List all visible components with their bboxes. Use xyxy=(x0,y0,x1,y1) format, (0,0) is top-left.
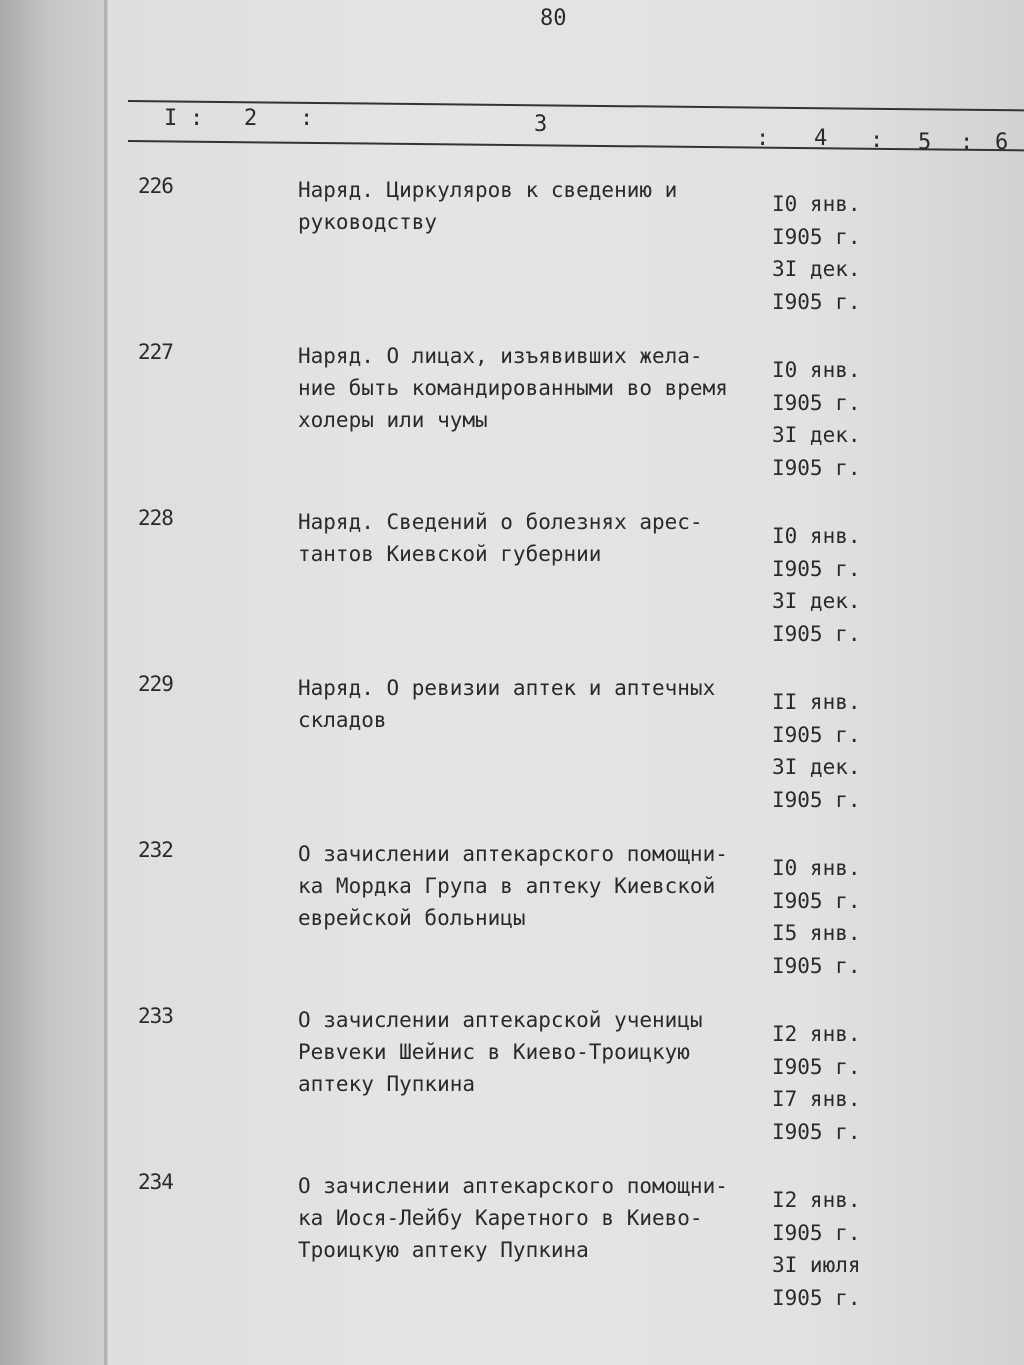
column-header-4: 4 xyxy=(814,126,828,151)
column-separator: : xyxy=(300,106,314,131)
entry-number: 232 xyxy=(138,838,173,862)
entry-dates: I0 янв. I905 г. I5 янв. I905 г. xyxy=(772,856,861,978)
entry-description: О зачислении аптекарской ученицы Ревveки Шейнис в Киево-Троицкую аптеку Пупкина xyxy=(298,1008,703,1096)
column-separator: : xyxy=(870,128,884,153)
entry-number: 227 xyxy=(138,340,173,364)
list-item xyxy=(0,838,1024,1008)
entry-description: О зачислении аптекарского помощни- ка Мордка Групa в аптеку Киевской еврейской больницы xyxy=(298,842,728,930)
entry-dates: I0 янв. I905 г. 3I дек. I905 г. xyxy=(772,192,861,314)
list-item xyxy=(0,506,1024,676)
page-number: 80 xyxy=(540,6,567,31)
column-header-6: 6 xyxy=(995,130,1009,155)
entry-description: О зачислении аптекарского помощни- ка Иося-Лейбу Каретного в Киево- Троицкую аптеку Пупкина xyxy=(298,1174,728,1262)
column-header-2: 2 xyxy=(244,106,258,131)
entry-description: Наряд. О лицах, изъявивших жела- ние быть командированными во время холеры или чумы xyxy=(298,344,728,432)
entry-description: Наряд. Сведений о болезнях арес- тантов Киевской губернии xyxy=(298,510,703,566)
entry-number: 228 xyxy=(138,506,173,530)
entry-dates: I0 янв. I905 г. 3I дек. I905 г. xyxy=(772,358,861,480)
entry-dates: I0 янв. I905 г. 3I дек. I905 г. xyxy=(772,524,861,646)
list-item xyxy=(0,340,1024,510)
entry-number: 234 xyxy=(138,1170,173,1194)
list-item xyxy=(0,1170,1024,1320)
column-separator: : xyxy=(960,130,974,155)
entry-dates: II янв. I905 г. 3I дек. I905 г. xyxy=(772,690,861,812)
entry-description: Наряд. Циркуляров к сведению и руководству xyxy=(298,178,678,234)
list-item xyxy=(0,174,1024,344)
entry-number: 233 xyxy=(138,1004,173,1028)
list-item xyxy=(0,1004,1024,1174)
entry-dates: I2 янв. I905 г. I7 янв. I905 г. xyxy=(772,1022,861,1144)
entry-dates: I2 янв. I905 г. 3I июля I905 г. xyxy=(772,1188,861,1310)
header-top-rule xyxy=(128,100,1024,111)
column-separator: : xyxy=(756,126,770,151)
entry-number: 226 xyxy=(138,174,173,198)
entry-description: Наряд. О ревизии аптек и аптечных складов xyxy=(298,676,716,732)
list-item xyxy=(0,672,1024,842)
header-bottom-rule xyxy=(128,140,1024,151)
column-header-5: 5 xyxy=(918,130,932,155)
column-header-1: I xyxy=(164,106,178,131)
column-header-3: 3 xyxy=(534,112,548,137)
entry-number: 229 xyxy=(138,672,173,696)
column-separator: : xyxy=(190,106,204,131)
